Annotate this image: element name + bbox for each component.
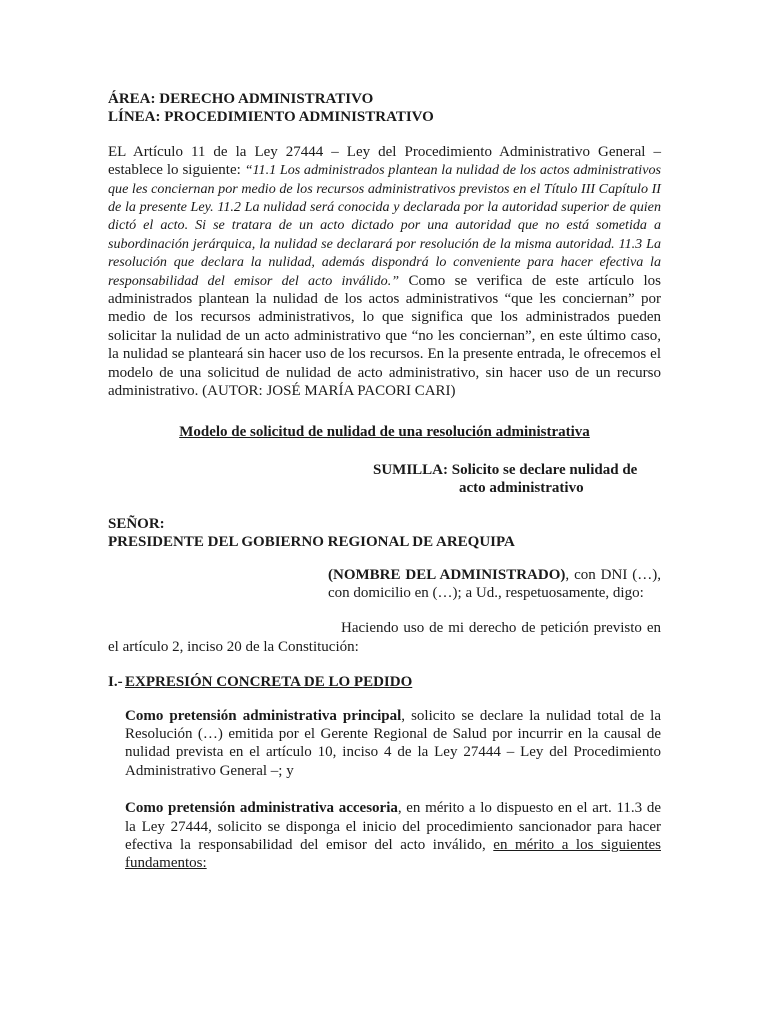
intro-lead: EL Artículo 11 de la Ley 27444 – Ley del Procedimiento Administrativo General – establece lo siguiente: bbox=[108, 143, 661, 179]
sumilla-line-2: acto administrativo bbox=[459, 480, 584, 497]
section-title bbox=[108, 673, 661, 691]
principal-label: Como pretensión administrativa principal bbox=[125, 707, 402, 724]
peticion-paragraph: Haciendo uso de mi derecho de petición previsto en el artículo 2, inciso 20 de la Constitución: bbox=[108, 620, 661, 655]
linea-heading: LÍNEA: PROCEDIMIENTO ADMINISTRATIVO bbox=[108, 109, 434, 126]
intro-rest: Como se verifica de este artículo los administrados plantean la nulidad de los actos administrativos “que les conciernan” por medio de los recursos administrativos, lo que significa que los administrados pueden solicitar la nulidad de un acto administrativo que “no les conciernan”, en este último caso, la nulidad se planteará sin hacer uso de los recursos. En la presente entrada, le ofrecemos el modelo de una solicitud de nulidad de acto administrativo, sin hacer uso de un recurso administrativo. (AUTOR: JOSÉ MARÍA PACORI CARI) bbox=[108, 272, 661, 400]
accesoria-text-c: en mérito a los siguientes fundamentos: bbox=[125, 837, 661, 872]
sumilla-line-1: SUMILLA: Solicito se declare nulidad de bbox=[373, 461, 638, 478]
senor-label: SEÑOR: bbox=[108, 515, 165, 532]
pretension-accesoria bbox=[125, 799, 661, 873]
administrado-block bbox=[328, 566, 661, 603]
presidente-label: PRESIDENTE DEL GOBIERNO REGIONAL DE AREQUIPA bbox=[108, 534, 515, 551]
accesoria-text-b: , solicito se disponga el inicio del procedimiento sancionador para hacer efectiva la responsabilidad del emisor del acto inválido, bbox=[125, 818, 661, 853]
addressee-block bbox=[108, 515, 661, 552]
article-quote: “11.1 Los administrados plantean la nulidad de los actos administrativos que les conciernan por medio de los recursos administrativos previstos en el Título III Capítulo II de la presente Ley. 11.2 La nulidad será conocida y declarada por la autoridad superior de quien dictó el acto. Si se tratara de un acto dictado por una autoridad que no está sometida a subordinación jerárquica, la nulidad se declarará por resolución de la misma autoridad. 11.3 La resolución que declara la nulidad, además dispondrá lo conveniente para hacer efectiva la responsabilidad del emisor del acto inválido.” bbox=[108, 162, 662, 289]
sumilla-block bbox=[373, 461, 661, 498]
section-heading: EXPRESIÓN CONCRETA DE LO PEDIDO bbox=[125, 674, 413, 691]
section-expresion bbox=[108, 673, 661, 873]
document-page bbox=[108, 90, 661, 888]
area-heading: ÁREA: DERECHO ADMINISTRATIVO bbox=[108, 91, 374, 107]
accesoria-label: Como pretensión administrativa accesoria bbox=[125, 800, 398, 817]
accesoria-text-a: , en mérito a lo dispuesto en el art. 11.3 de la Ley 27444 bbox=[125, 800, 661, 835]
model-title: Modelo de solicitud de nulidad de una resolución administrativa bbox=[179, 423, 590, 440]
administrado-name: (NOMBRE DEL ADMINISTRADO) bbox=[328, 566, 566, 583]
pretension-principal bbox=[125, 707, 661, 781]
administrado-details: , con DNI (…), con domicilio en (…); a Ud., respetuosamente, digo: bbox=[328, 566, 661, 601]
section-number: I.- bbox=[108, 674, 123, 691]
intro-paragraph bbox=[108, 143, 661, 401]
principal-text: , solicito se declare la nulidad total de la Resolución (…) emitida por el Gerente Regional de Salud por incurrir en la causal de nulidad prevista en el artículo 10, inciso 4 de la Ley 27444 – Ley del Procedimiento Administrativo General –; y bbox=[125, 707, 661, 779]
